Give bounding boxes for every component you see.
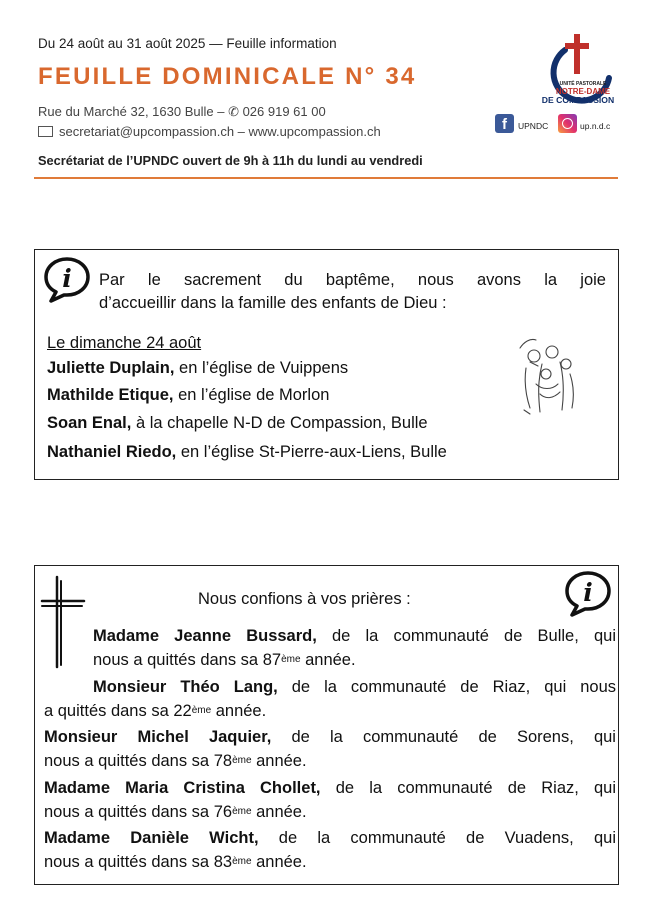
baptism-entry	[47, 410, 428, 436]
logo-text-line3: DE COMPASSION	[541, 95, 615, 105]
secretariat-hours: Secrétariat de l’UPNDC ouvert de 9h à 11h du lundi au vendredi	[38, 153, 423, 168]
prayer-entry-line: Madame Jeanne Bussard, de la communauté de Bulle, qui	[93, 627, 616, 645]
prayers-heading: Nous confions à vos prières :	[198, 590, 411, 608]
baptism-name: Soan Enal,	[47, 414, 132, 432]
svg-text:i: i	[62, 264, 72, 293]
prayer-entry-line: Madame Maria Cristina Chollet, de la communauté de Riaz, qui	[44, 779, 616, 797]
date-line: Du 24 août au 31 août 2025 — Feuille information	[38, 36, 337, 51]
contact-text[interactable]: secretariat@upcompassion.ch – www.upcompassion.ch	[59, 124, 381, 139]
baptism-place: en l’église de Morlon	[173, 386, 330, 404]
cross-icon	[40, 575, 86, 671]
logo-text-line1: UNITÉ PASTORALE	[559, 81, 607, 87]
baptism-date: Le dimanche 24 août	[47, 334, 202, 352]
prayer-entry-line: nous a quittés dans sa 83ème année.	[44, 853, 307, 871]
deceased-name: Monsieur Michel Jaquier,	[44, 728, 272, 746]
header-divider	[34, 177, 618, 179]
instagram-label[interactable]: up.n.d.c	[580, 121, 611, 131]
facebook-icon[interactable]: f	[495, 114, 514, 133]
prayer-entry-line: Monsieur Michel Jaquier, de la communauté de Sorens, qui	[44, 728, 616, 746]
baptism-place: en l’église de Vuippens	[174, 359, 349, 377]
baptism-entry	[47, 382, 329, 408]
instagram-icon[interactable]	[558, 114, 577, 133]
prayer-entry-line: nous a quittés dans sa 78ème année.	[44, 752, 307, 770]
family-sketch-icon	[516, 334, 578, 416]
baptism-name: Nathaniel Riedo,	[47, 443, 177, 461]
baptism-entry	[47, 439, 447, 465]
svg-text:i: i	[583, 578, 593, 607]
baptism-place: en l’église St-Pierre-aux-Liens, Bulle	[176, 443, 447, 461]
deceased-name: Monsieur Théo Lang,	[93, 678, 278, 696]
contact-line	[38, 124, 381, 139]
prayer-entry-line: Madame Danièle Wicht, de la communauté de Vuadens, qui	[44, 829, 616, 847]
logo-text-line2: NOTRE-DAME	[555, 87, 611, 96]
info-bubble-icon	[42, 255, 92, 305]
prayer-entry-line: nous a quittés dans sa 76ème année.	[44, 803, 307, 821]
baptism-intro-line2: d’accueillir dans la famille des enfants de Dieu :	[99, 294, 447, 312]
prayer-entry-line: a quittés dans sa 22ème année.	[44, 702, 267, 720]
prayer-entry-line: Monsieur Théo Lang, de la communauté de Riaz, qui nous	[93, 678, 616, 696]
info-bubble-icon	[563, 569, 613, 619]
baptism-name: Juliette Duplain,	[47, 359, 175, 377]
prayer-entry-line: nous a quittés dans sa 87ème année.	[93, 651, 356, 669]
address-line: Rue du Marché 32, 1630 Bulle – ✆ 026 919 61 00	[38, 104, 326, 119]
deceased-name: Madame Danièle Wicht,	[44, 829, 259, 847]
facebook-label[interactable]: UPNDC	[518, 121, 549, 131]
baptism-name: Mathilde Etique,	[47, 386, 174, 404]
baptism-intro-line1: Par le sacrement du baptême, nous avons la joie	[99, 271, 606, 289]
envelope-icon	[38, 126, 53, 137]
deceased-name: Madame Jeanne Bussard,	[93, 627, 317, 645]
baptism-place: à la chapelle N-D de Compassion, Bulle	[131, 414, 428, 432]
deceased-name: Madame Maria Cristina Chollet,	[44, 779, 321, 797]
baptism-entry	[47, 355, 348, 381]
page-title: FEUILLE DOMINICALE N° 34	[38, 63, 417, 90]
